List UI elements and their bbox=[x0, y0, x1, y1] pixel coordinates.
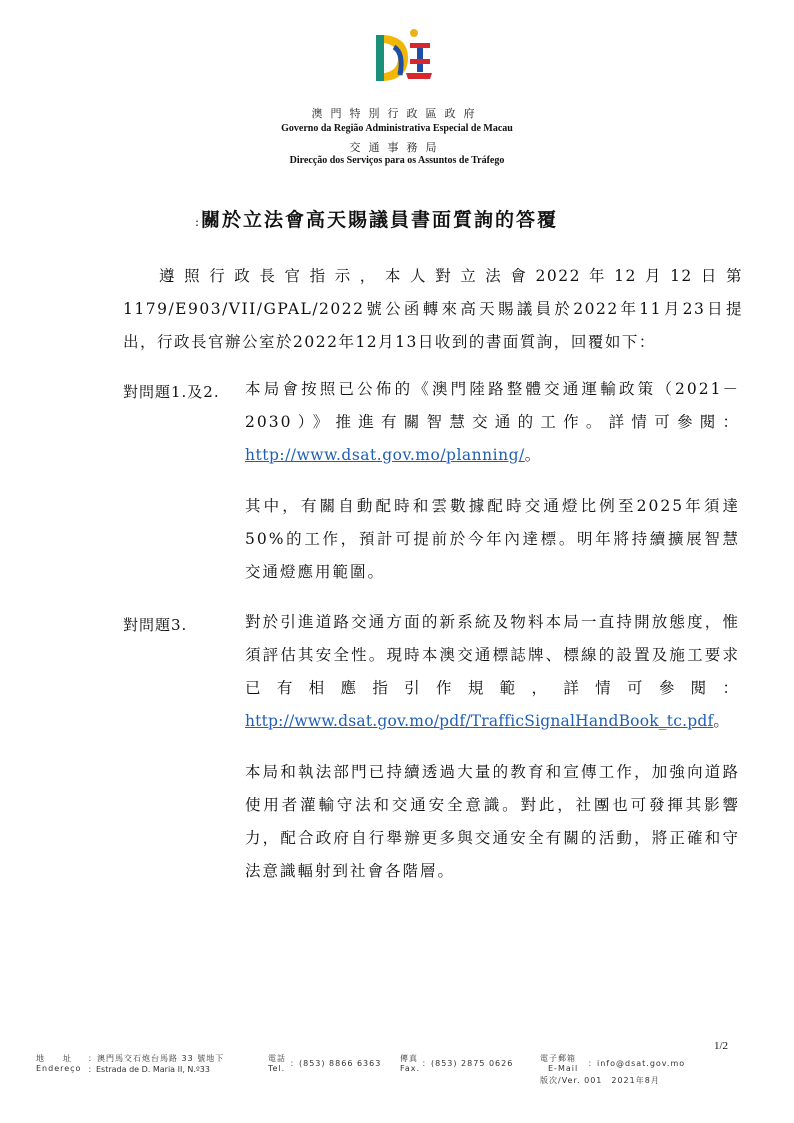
fax-number: ：(853) 2875 0626 bbox=[422, 1059, 514, 1068]
gov-name-pt: Governo da Região Administrativa Especial de Macau bbox=[281, 123, 513, 134]
question-label-2: 對問題3. bbox=[123, 616, 188, 634]
answer-paragraph bbox=[245, 606, 740, 738]
address-label-pt: Endereço bbox=[36, 1064, 82, 1073]
planning-link[interactable]: http://www.dsat.gov.mo/planning/ bbox=[245, 446, 525, 464]
answer-block-2 bbox=[245, 606, 740, 738]
answer-paragraph: 本局和執法部門已持續透過大量的教育和宣傳工作，加強向道路使用者灌輸守法和交通安全意識。對此，社團也可發揮其影響力，配合政府自行舉辦更多與交通安全有關的活動，將正確和守法意識輻射到社會各階層。 bbox=[245, 763, 740, 880]
tel-number: ：(853) 8866 6363 bbox=[290, 1059, 382, 1068]
answer-text: 本局會按照已公佈的《澳門陸路整體交通運輸政策（2021－2030）》推進有關智慧交通的工作。詳情可參閱： bbox=[245, 380, 740, 431]
answer-block-1b bbox=[245, 490, 740, 589]
answer-text-end: 。 bbox=[524, 446, 543, 464]
title-text: 關於立法會高天賜議員書面質詢的答覆 bbox=[201, 209, 559, 231]
intro-section bbox=[123, 260, 743, 359]
page-number: 1/2 bbox=[714, 1040, 729, 1052]
answer-text: 對於引進道路交通方面的新系統及物料本局一直持開放態度，惟須評估其安全性。現時本澳交通標誌牌、標線的設置及施工要求已有相應指引作規範，詳情可參閱： bbox=[245, 613, 740, 697]
answer-block-1 bbox=[245, 373, 740, 472]
dept-name-pt: Direcção dos Serviços para os Assuntos de Tráfego bbox=[289, 155, 505, 166]
answer-text-end: 。 bbox=[713, 712, 731, 730]
fax-label-pt: Fax. bbox=[400, 1064, 421, 1073]
address-pt: ：Estrada de D. Maria II, N.º33 bbox=[88, 1065, 210, 1074]
handbook-link[interactable]: http://www.dsat.gov.mo/pdf/TrafficSignalHandBook_tc.pdf bbox=[245, 712, 714, 730]
version-info: 版次/Ver. 001 2021年8月 bbox=[540, 1076, 660, 1085]
answer-paragraph bbox=[245, 373, 740, 472]
address-zh: ：澳門馬交石炮台馬路 33 號地下 bbox=[88, 1054, 225, 1063]
dept-name-zh: 交通事務局 bbox=[349, 142, 445, 154]
tel-label-zh: 電話 bbox=[268, 1054, 286, 1063]
dsat-logo bbox=[370, 25, 434, 89]
email-label-zh: 電子郵箱 bbox=[540, 1054, 576, 1063]
answer-paragraph: 其中，有關自動配時和雲數據配時交通燈比例至2025年須達50%的工作，預計可提前於今年內達標。明年將持續擴展智慧交通燈應用範圍。 bbox=[245, 497, 740, 581]
email-label-pt: E-Mail bbox=[548, 1064, 579, 1073]
question-label-1: 對問題1.及2. bbox=[123, 383, 220, 401]
page-title bbox=[195, 205, 558, 232]
intro-paragraph: 遵照行政長官指示，本人對立法會2022年12月12日第1179/E903/VII/GPAL/2022號公函轉來高天賜議員於2022年11月23日提出，行政長官辦公室於2022年12月13日收到的書面質詢，回覆如下： bbox=[123, 267, 743, 351]
email-address[interactable]: ：info@dsat.gov.mo bbox=[588, 1059, 686, 1068]
answer-block-2b bbox=[245, 756, 740, 888]
address-label-zh: 地 址 bbox=[36, 1054, 72, 1063]
tel-label-pt: Tel. bbox=[268, 1064, 286, 1073]
title-mark: : bbox=[195, 215, 202, 229]
gov-name-zh: 澳門特別行政區政府 bbox=[311, 108, 483, 120]
fax-label-zh: 傳真 bbox=[400, 1054, 418, 1063]
